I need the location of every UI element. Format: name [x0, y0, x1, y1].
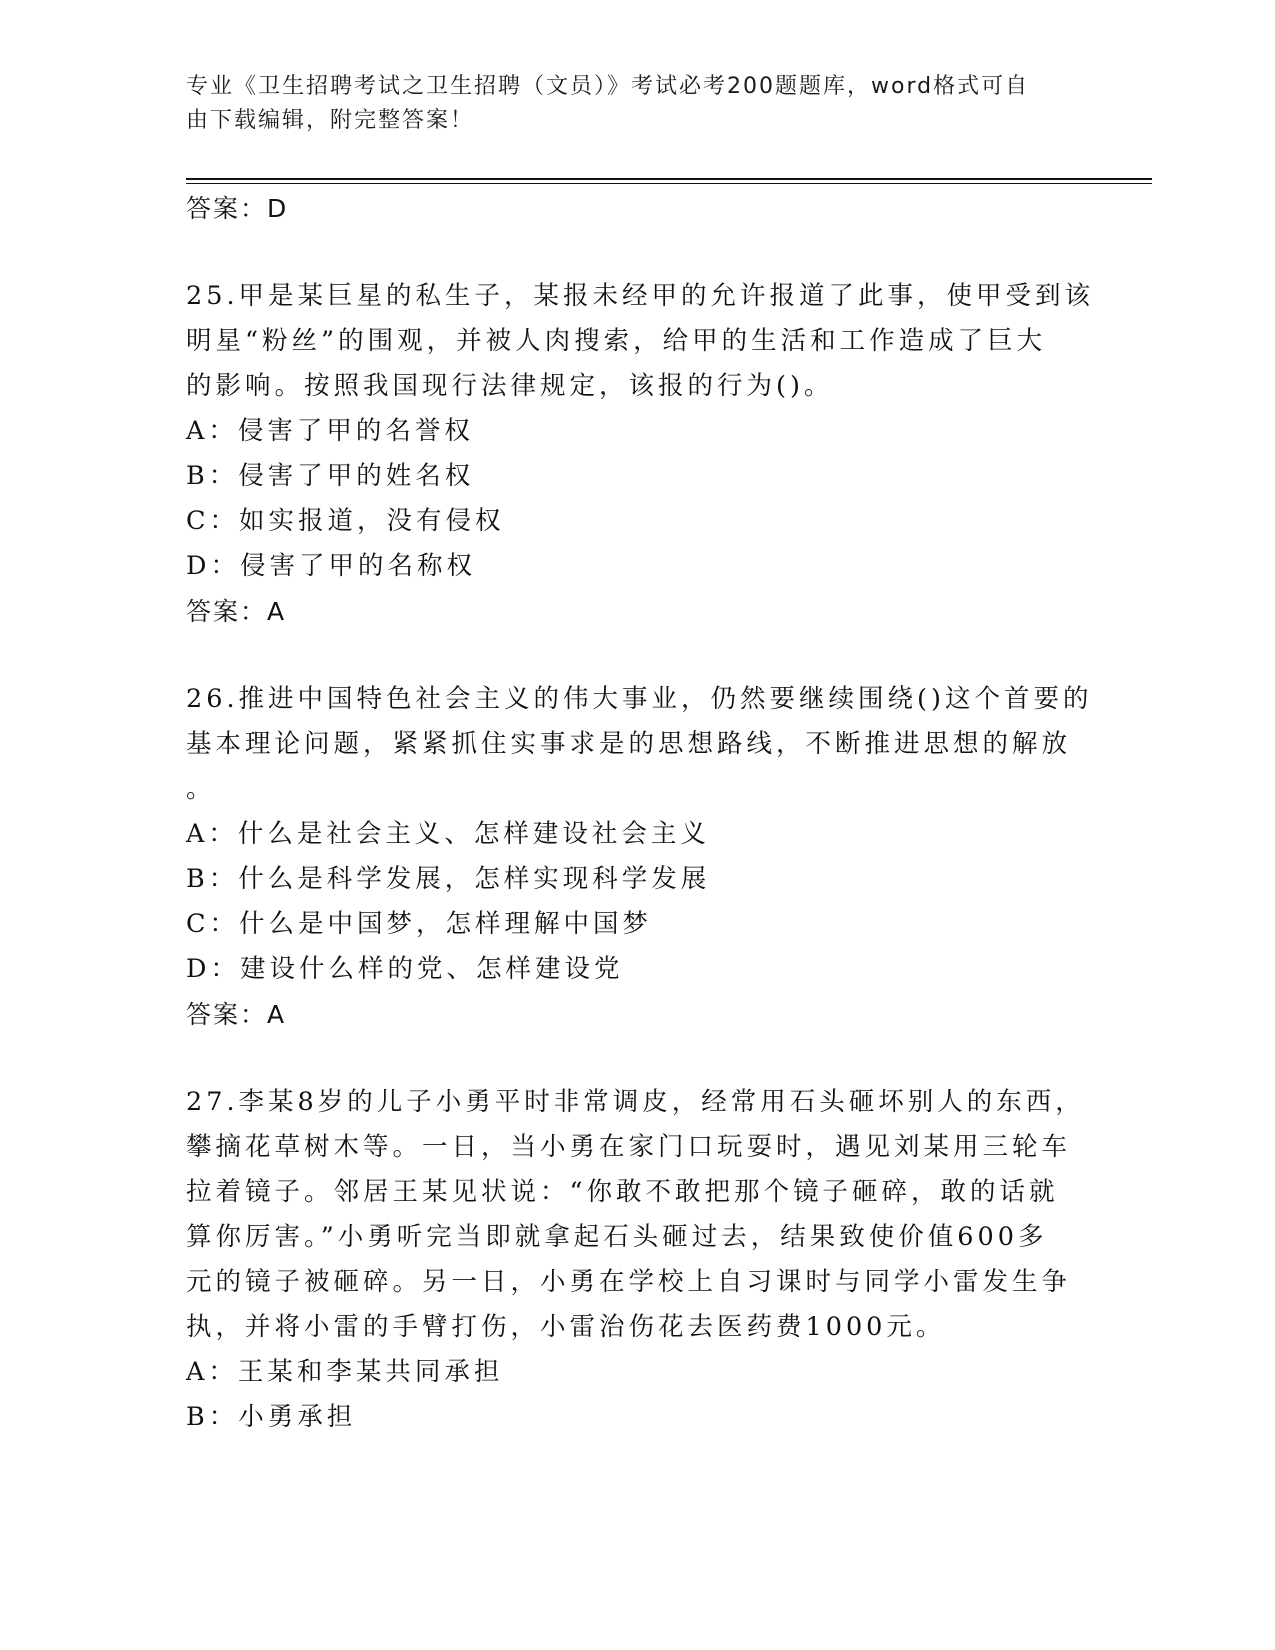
answer-line	[186, 589, 1066, 635]
header-line-2: 由下载编辑，附完整答案！	[186, 108, 475, 133]
question-text-line: 26.推进中国特色社会主义的伟大事业，仍然要继续围绕()这个首要的	[186, 684, 1093, 714]
option-d: D：侵害了甲的名称权	[186, 551, 476, 581]
option-a: A：什么是社会主义、怎样建设社会主义	[186, 819, 710, 849]
option-b: B：小勇承担	[186, 1402, 357, 1432]
answer-value: A	[267, 1000, 287, 1029]
answer-label: 答案：	[186, 194, 268, 223]
option-c: C：什么是中国梦，怎样理解中国梦	[186, 909, 653, 939]
question-block-27	[186, 1080, 1085, 1440]
question-text-line: 。	[186, 774, 216, 804]
question-text-line: 27.李某8岁的儿子小勇平时非常调皮，经常用石头砸坏别人的东西，	[186, 1087, 1085, 1117]
document-header	[186, 70, 1066, 138]
option-b: B：侵害了甲的姓名权	[186, 461, 475, 491]
question-block-25	[186, 274, 1095, 635]
header-rule-thin	[186, 183, 1152, 184]
question-text-line: 元的镜子被砸碎。另一日，小勇在学校上自习课时与同学小雷发生争	[186, 1267, 1072, 1297]
question-text-line: 攀摘花草树木等。一日，当小勇在家门口玩耍时，遇见刘某用三轮车	[186, 1132, 1072, 1162]
header-rule-thick	[186, 178, 1152, 180]
answer-value: D	[267, 194, 289, 223]
question-block-26	[186, 677, 1093, 1038]
header-line-1: 专业《卫生招聘考试之卫生招聘（文员）》考试必考200题题库，word格式可自	[186, 74, 1030, 99]
option-a: A：王某和李某共同承担	[186, 1357, 504, 1387]
question-text-line: 的影响。按照我国现行法律规定，该报的行为()。	[186, 371, 834, 401]
answer-line	[186, 186, 1066, 232]
answer-value: A	[267, 597, 287, 626]
answer-line	[186, 992, 1066, 1038]
option-d: D：建设什么样的党、怎样建设党	[186, 954, 624, 984]
question-text-line: 25.甲是某巨星的私生子，某报未经甲的允许报道了此事，使甲受到该	[186, 281, 1095, 311]
question-content	[186, 186, 1095, 1440]
question-text-line: 拉着镜子。邻居王某见状说：“你敢不敢把那个镜子砸碎，敢的话就	[186, 1177, 1059, 1207]
spacer	[186, 1038, 1066, 1080]
answer-label: 答案：	[186, 597, 268, 626]
option-b: B：什么是科学发展，怎样实现科学发展	[186, 864, 711, 894]
spacer	[186, 635, 1066, 677]
question-text-line: 基本理论问题，紧紧抓住实事求是的思想路线，不断推进思想的解放	[186, 729, 1072, 759]
spacer	[186, 232, 1066, 274]
question-text-line: 算你厉害。”小勇听完当即就拿起石头砸过去，结果致使价值600多	[186, 1222, 1048, 1252]
option-c: C：如实报道，没有侵权	[186, 506, 505, 536]
question-text-line: 明星“粉丝”的围观，并被人肉搜索，给甲的生活和工作造成了巨大	[186, 326, 1047, 356]
option-a: A：侵害了甲的名誉权	[186, 416, 474, 446]
answer-label: 答案：	[186, 1000, 268, 1029]
question-text-line: 执，并将小雷的手臂打伤，小雷治伤花去医药费1000元。	[186, 1312, 946, 1342]
